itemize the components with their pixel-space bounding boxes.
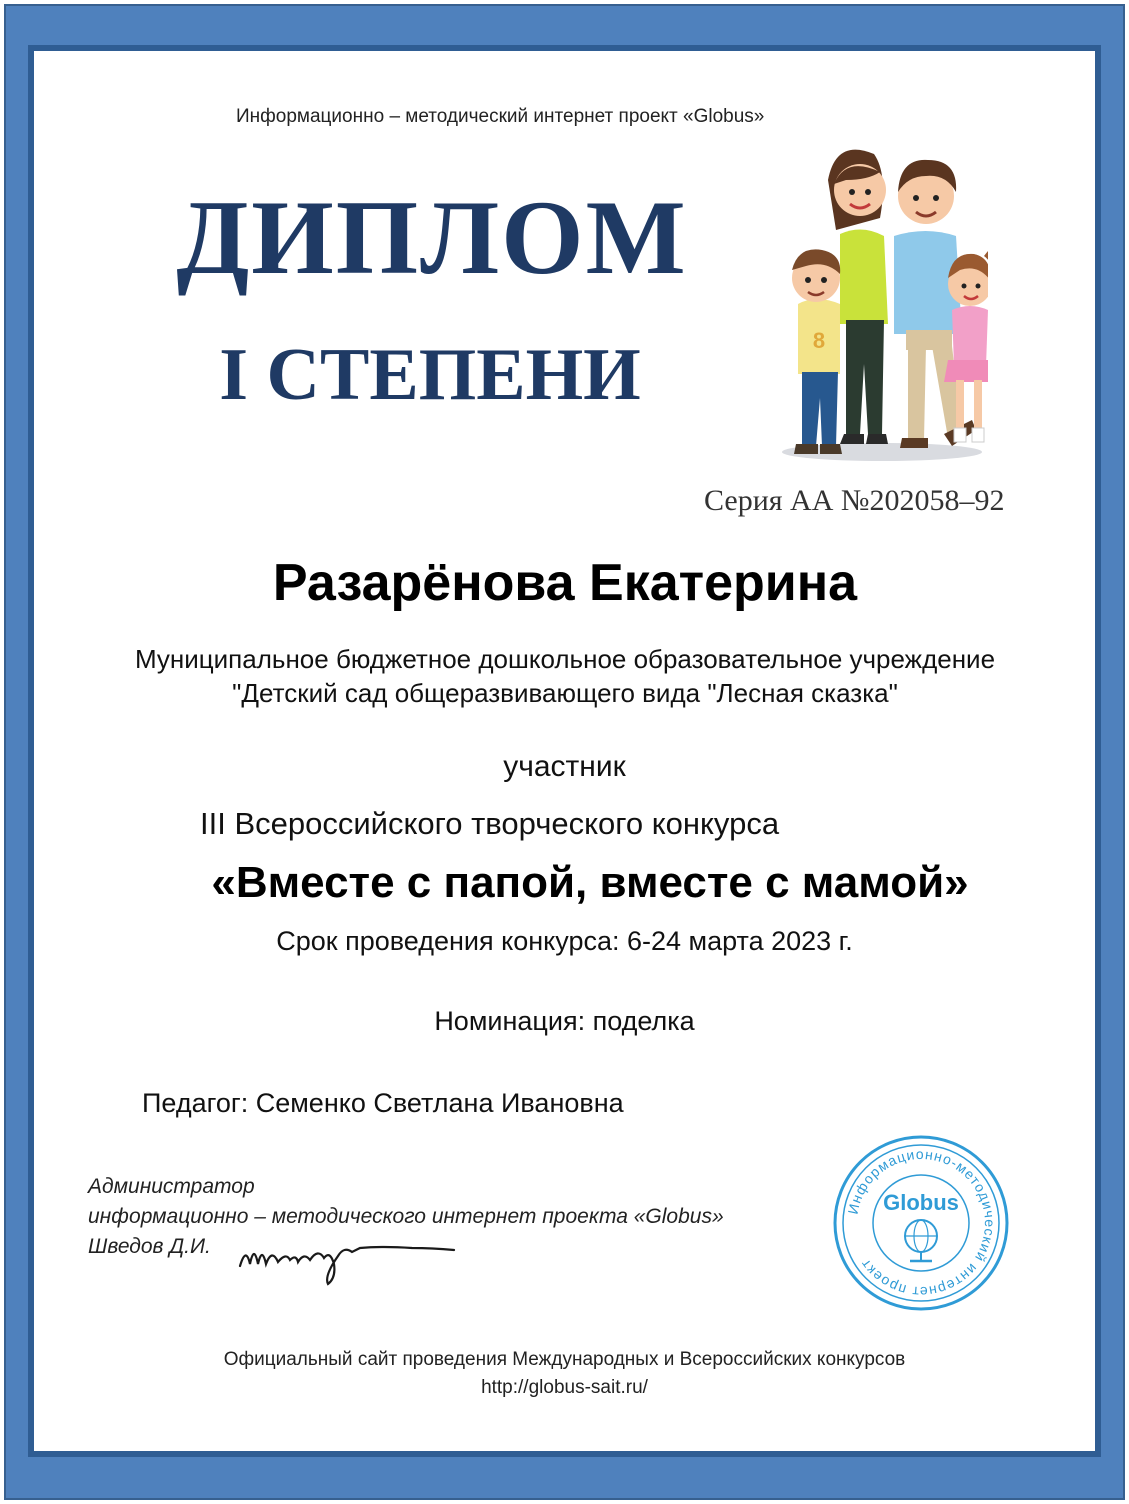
stamp-center-text: Globus — [883, 1190, 959, 1215]
globus-stamp-icon — [832, 1134, 1010, 1312]
nomination: Номинация: поделка — [434, 1006, 695, 1036]
participant-role: участник — [503, 750, 626, 783]
diploma-degree: I СТЕПЕНИ — [219, 334, 641, 416]
boy-figure — [792, 249, 842, 454]
admin-line2: информационно – методического интернет проекта «Globus» — [88, 1205, 724, 1228]
admin-line3: Шведов Д.И. — [88, 1235, 211, 1258]
family-illustration — [776, 134, 988, 464]
svg-text:8: 8 — [812, 328, 826, 353]
admin-line1: Администратор — [88, 1175, 255, 1198]
header-project: Информационно – методический интернет проект «Globus» — [236, 106, 765, 127]
diploma-title: ДИПЛОМ — [176, 179, 688, 296]
footer-url[interactable]: http://globus-sait.ru/ — [481, 1377, 648, 1398]
footer-line1: Официальный сайт проведения Международных и Всероссийских конкурсов — [223, 1349, 906, 1370]
institution — [60, 642, 1070, 710]
institution-line1: Муниципальное бюджетное дошкольное образовательное учреждение — [134, 644, 996, 674]
teacher: Педагог: Семенко Светлана Ивановна — [142, 1088, 624, 1118]
svg-text:Информационно-методический инт — [845, 1146, 998, 1300]
serial-number: Серия АА №202058–92 — [704, 484, 1005, 517]
stamp-ring-text: Информационно-методический интернет проект — [844, 1145, 999, 1301]
contest-title: III Всероссийского творческого конкурса — [200, 806, 780, 841]
contest-name: «Вместе с папой, вместе с мамой» — [211, 858, 969, 907]
recipient-name: Разарёнова Екатерина — [272, 554, 858, 612]
signature-icon — [232, 1226, 462, 1286]
contest-dates: Срок проведения конкурса: 6-24 марта 2023 г. — [276, 926, 853, 956]
footer — [0, 1346, 1129, 1402]
institution-line2: "Детский сад общеразвивающего вида "Лесная сказка" — [232, 678, 898, 708]
